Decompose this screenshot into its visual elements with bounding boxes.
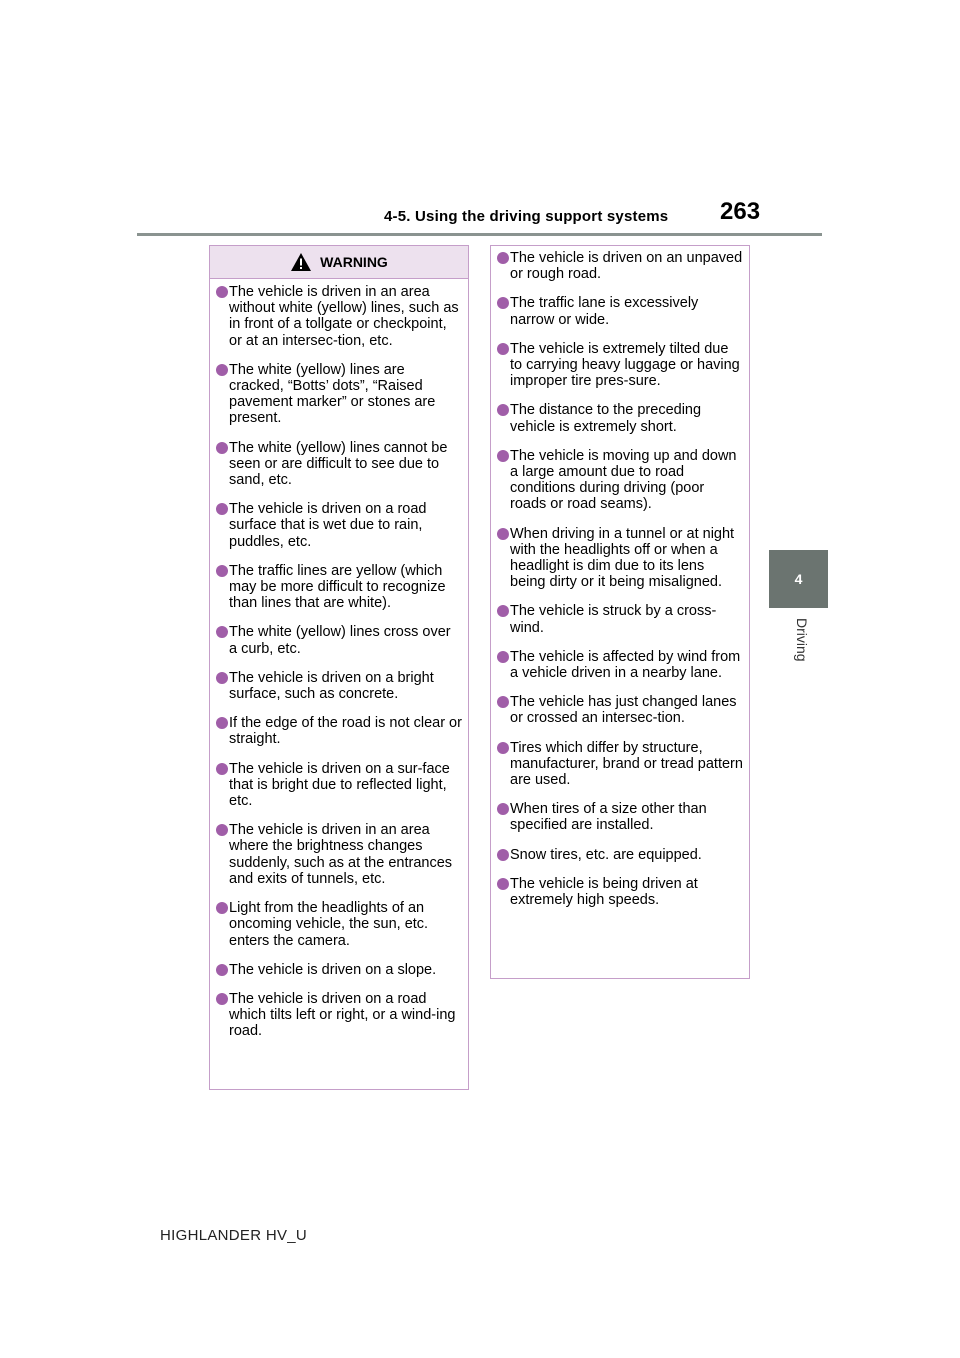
list-item-text: Light from the headlights of an oncoming vehicle, the sun, etc. enters the camera. [229,900,429,949]
bullet-icon [216,565,228,577]
bullet-icon [497,450,509,462]
warning-list-left [210,279,468,1040]
list-item-text: The vehicle is driven on a bright surface, such as concrete. [229,669,434,703]
list-item-text: When driving in a tunnel or at night with the headlights off or when a headlight is dim due to its lens being dirty or it being misaligned. [510,525,735,591]
warning-list-right [491,246,749,908]
bullet-icon [216,824,228,836]
chapter-number: 4 [794,571,803,587]
list-item-text: The vehicle is driven on a road surface that is wet due to rain, puddles, etc. [229,501,427,550]
bullet-icon [216,763,228,775]
list-item-text: The vehicle is driven in an area where the brightness changes suddenly, such as at the entrances and exits of tunnels, etc. [229,822,453,887]
list-item-text: The vehicle is being driven at extremely high speeds. [510,875,698,909]
bullet-icon [216,626,228,638]
list-item [217,362,462,427]
bullet-icon [497,252,509,264]
bullet-icon [216,964,228,976]
list-item-text: The vehicle has just changed lanes or crossed an intersec-tion. [510,694,737,727]
bullet-icon [497,742,509,754]
list-item [217,624,462,656]
list-item-text: The vehicle is struck by a cross-wind. [510,603,717,636]
list-item-text: The vehicle is moving up and down a large amount due to road conditions during driving (poor roads or road seams). [510,447,737,513]
list-item [498,295,743,327]
list-item [217,440,462,489]
list-item [217,761,462,810]
list-item [498,603,743,635]
bullet-icon [497,696,509,708]
chapter-tab[interactable] [769,550,828,608]
warning-title: WARNING [320,254,388,270]
bullet-icon [216,286,228,298]
list-item [498,740,743,789]
bullet-icon [216,364,228,376]
list-item [217,900,462,949]
warning-box-right [490,245,750,979]
list-item-text: The vehicle is affected by wind from a vehicle driven in a nearby lane. [510,648,741,682]
list-item-text: The traffic lane is excessively narrow or wide. [510,295,699,328]
chapter-label: Driving [794,618,810,662]
list-item-text: Snow tires, etc. are equipped. [510,846,702,863]
list-item [498,250,743,282]
list-item [498,694,743,726]
warning-header [210,246,468,279]
list-item-text: The vehicle is driven on a slope. [229,961,437,978]
bullet-icon [216,902,228,914]
list-item [498,341,743,390]
list-item [217,501,462,550]
list-item [498,526,743,591]
list-item [217,991,462,1040]
bullet-icon [216,503,228,515]
list-item [217,563,462,612]
bullet-icon [216,993,228,1005]
list-item [498,649,743,681]
list-item-text: The traffic lines are yellow (which may be more difficult to recognize than lines that are white). [229,562,446,612]
list-item [498,847,743,863]
bullet-icon [497,651,509,663]
list-item-text: When tires of a size other than specified are installed. [510,801,707,834]
list-item [498,402,743,434]
list-item [498,448,743,513]
bullet-icon [497,528,509,540]
bullet-icon [497,849,509,861]
bullet-icon [497,343,509,355]
list-item [217,962,462,978]
list-item [217,822,462,887]
list-item-text: The vehicle is driven on a road which tilts left or right, or a wind-ing road. [229,990,456,1040]
section-title: 4-5. Using the driving support systems [384,208,669,225]
list-item-text: The white (yellow) lines cannot be seen or are difficult to see due to sand, etc. [229,439,448,489]
footer-model: HIGHLANDER HV_U [160,1227,308,1244]
list-item [498,876,743,908]
list-item-text: The white (yellow) lines are cracked, “Botts’ dots”, “Raised pavement marker” or stones are present. [229,361,436,427]
header-rule [137,233,822,236]
page-number: 263 [720,198,761,225]
bullet-icon [216,442,228,454]
bullet-icon [497,297,509,309]
bullet-icon [497,605,509,617]
bullet-icon [497,878,509,890]
list-item-text: The vehicle is driven in an area without white (yellow) lines, such as in front of a tollgate or checkpoint, or at an intersec-tion, etc. [229,284,459,349]
list-item [217,715,462,747]
bullet-icon [216,672,228,684]
bullet-icon [497,404,509,416]
list-item-text: If the edge of the road is not clear or straight. [229,715,462,748]
list-item [217,670,462,702]
list-item [217,284,462,349]
list-item-text: The distance to the preceding vehicle is extremely short. [510,402,702,435]
list-item-text: The vehicle is driven on an unpaved or rough road. [510,250,743,283]
list-item-text: The white (yellow) lines cross over a curb, etc. [229,624,451,657]
list-item [498,801,743,833]
list-item-text: The vehicle is extremely tilted due to carrying heavy luggage or having improper tire pres-sure. [510,340,740,390]
list-item-text: The vehicle is driven on a sur-face that is bright due to reflected light, etc. [229,760,450,810]
list-item-text: Tires which differ by structure, manufacturer, brand or tread pattern are used. [510,739,743,789]
bullet-icon [497,803,509,815]
warning-box-left [209,245,469,1090]
warning-triangle-icon [290,252,312,272]
bullet-icon [216,717,228,729]
